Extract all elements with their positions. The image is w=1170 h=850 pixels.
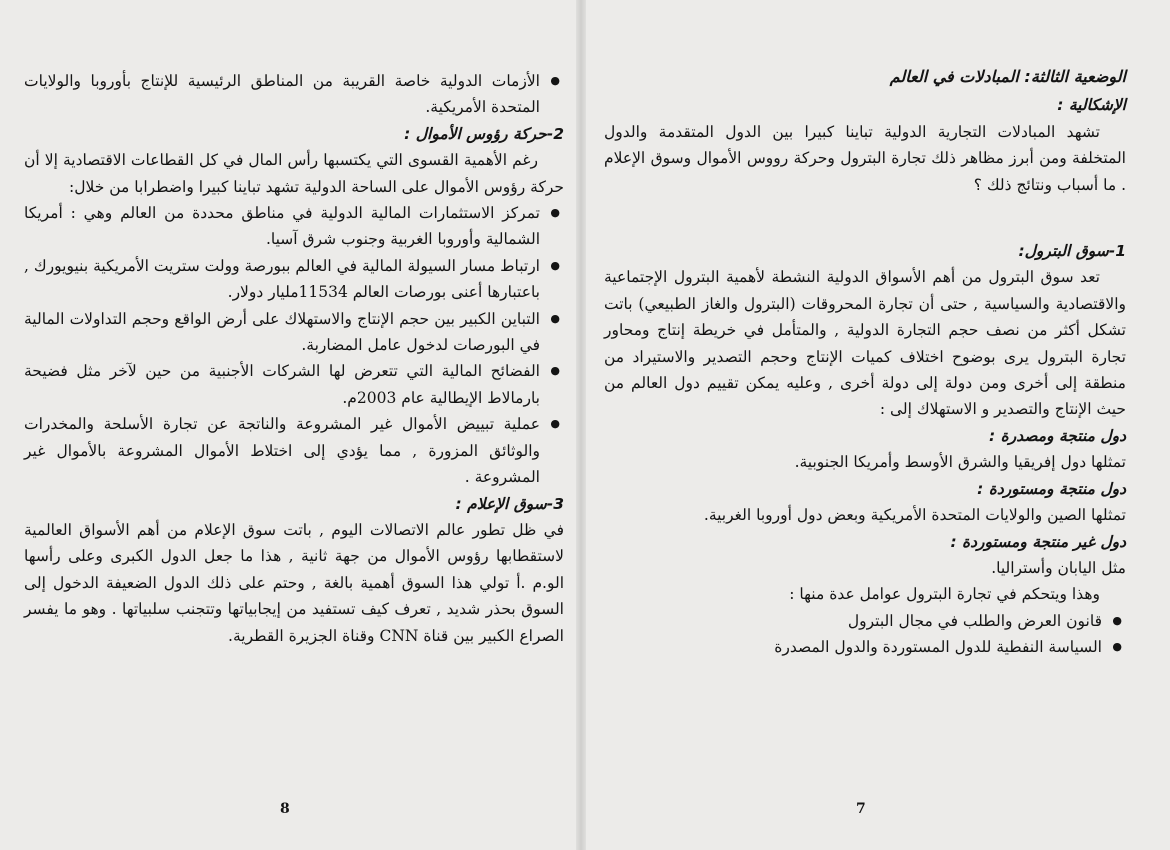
list-item: ● السياسة النفطية للدول المستوردة والدول المصدرة [604, 634, 1126, 660]
factors-intro: وهذا ويتحكم في تجارة البترول عوامل عدة منها : [789, 585, 1100, 604]
top-bullet-list [24, 68, 564, 121]
group3-heading: دول غير منتجة ومستوردة : [950, 532, 1126, 551]
section3-heading: 3-سوق الإعلام : [455, 494, 564, 513]
list-item: ● ارتباط مسار السيولة المالية في العالم ببورصة وولت ستريت الأمريكية بنيويورك , باعتبارها أعنى بورصات العالم 11534مليار دولار. [24, 253, 564, 306]
group2-text: تمثلها الصين والولايات المتحدة الأمريكية وبعض دول أوروبا الغربية. [703, 506, 1126, 525]
section3-text: في ظل تطور عالم الاتصالات اليوم , باتت سوق الإعلام من أهم الأسواق العالمية لاستقطابها رؤوس الأموال من جهة ثانية , هذا ما جعل الدول الكبرى وعلى رأسها الو.م .أ تولي هذا السوق أهمية بالغة , وحتم على ذلك الدول الضعيفة الدخول إلى السوق بحذر شديد , تعرف كيف تستفيد من إيجابياتها وتتجنب سلبياتها . وهو ما يفسر الصراع الكبير بين قناة CNN وقناة الجزيرة القطرية. [24, 520, 564, 645]
group1-text: تمثلها دول إفريقيا والشرق الأوسط وأمريكا الجنوبية. [794, 453, 1126, 472]
factors-list [604, 608, 1126, 661]
page-title: الوضعية الثالثة: المبادلات في العالم [889, 67, 1126, 86]
group2-heading: دول منتجة ومستوردة : [977, 479, 1126, 498]
group3-text: مثل اليابان وأستراليا. [991, 558, 1126, 577]
section2-bullets [24, 200, 564, 490]
page-8 [24, 0, 564, 850]
problem-heading: الإشكالية : [1057, 96, 1126, 115]
section1-text: تعد سوق البترول من أهم الأسواق الدولية النشطة لأهمية البترول الإجتماعية والاقتصادية والسياسية , حتى أن تجارة المحروقات (البترول والغاز الطبيعي) باتت تشكل أكثر من نصف حجم التجارة الدولية , والمتأمل في خريطة إنتاج ومحاور تجارة البترول يرى بوضوح اختلاف كميات الإنتاج وحجم التصدير والاستيراد من منطقة إلى أخرى ومن دولة إلى دولة أخرى , وعليه يمكن تقييم دول العالم من حيث الإنتاج والتصدير و الاستهلاك إلى : [604, 268, 1126, 419]
list-item: ● عملية تبييض الأموال غير المشروعة والناتجة عن تجارة الأسلحة والمخدرات والوثائق المزورة , مما يؤدي إلى اختلاط الأموال المشروعة بالأموال غير المشروعة . [24, 411, 564, 490]
page-number: 7 [856, 801, 866, 817]
page-number: 8 [280, 801, 290, 817]
section2-text: رغم الأهمية القسوى التي يكتسبها رأس المال في كل القطاعات الاقتصادية إلا أن حركة رؤوس الأموال على الساحة الدولية تشهد تباينا كبيرا واضطرابا من خلال: [24, 151, 564, 196]
problem-text: تشهد المبادلات التجارية الدولية تباينا كبيرا بين الدول المتقدمة والدول المتخلفة ومن أبرز مظاهر ذلك تجارة البترول وحركة رووس الأموال وسوق الإعلام . ما أسباب ونتائج ذلك ؟ [604, 122, 1126, 194]
section1-heading: 1-سوق البترول: [1018, 242, 1126, 261]
page-7 [604, 0, 1126, 850]
list-item: ● الأزمات الدولية خاصة القريبة من المناطق الرئيسية للإنتاج بأوروبا والولايات المتحدة الأمريكية. [24, 68, 564, 121]
list-item: ● تمركز الاستثمارات المالية الدولية في مناطق محددة من العالم وهي : أمريكا الشمالية وأوروبا الغربية وجنوب شرق آسيا. [24, 200, 564, 253]
book-fold [576, 0, 586, 850]
group1-heading: دول منتجة ومصدرة : [989, 426, 1126, 445]
list-item: ● قانون العرض والطلب في مجال البترول [604, 608, 1126, 634]
list-item: ● التباين الكبير بين حجم الإنتاج والاستهلاك على أرض الواقع وحجم التداولات المالية في البورصات لدخول عامل المضاربة. [24, 306, 564, 359]
list-item: ● الفضائح المالية التي تتعرض لها الشركات الأجنبية من حين لآخر مثل فضيحة بارمالاط الإيطالية عام 2003م. [24, 358, 564, 411]
section2-heading: 2-حركة رؤوس الأموال : [404, 124, 564, 143]
